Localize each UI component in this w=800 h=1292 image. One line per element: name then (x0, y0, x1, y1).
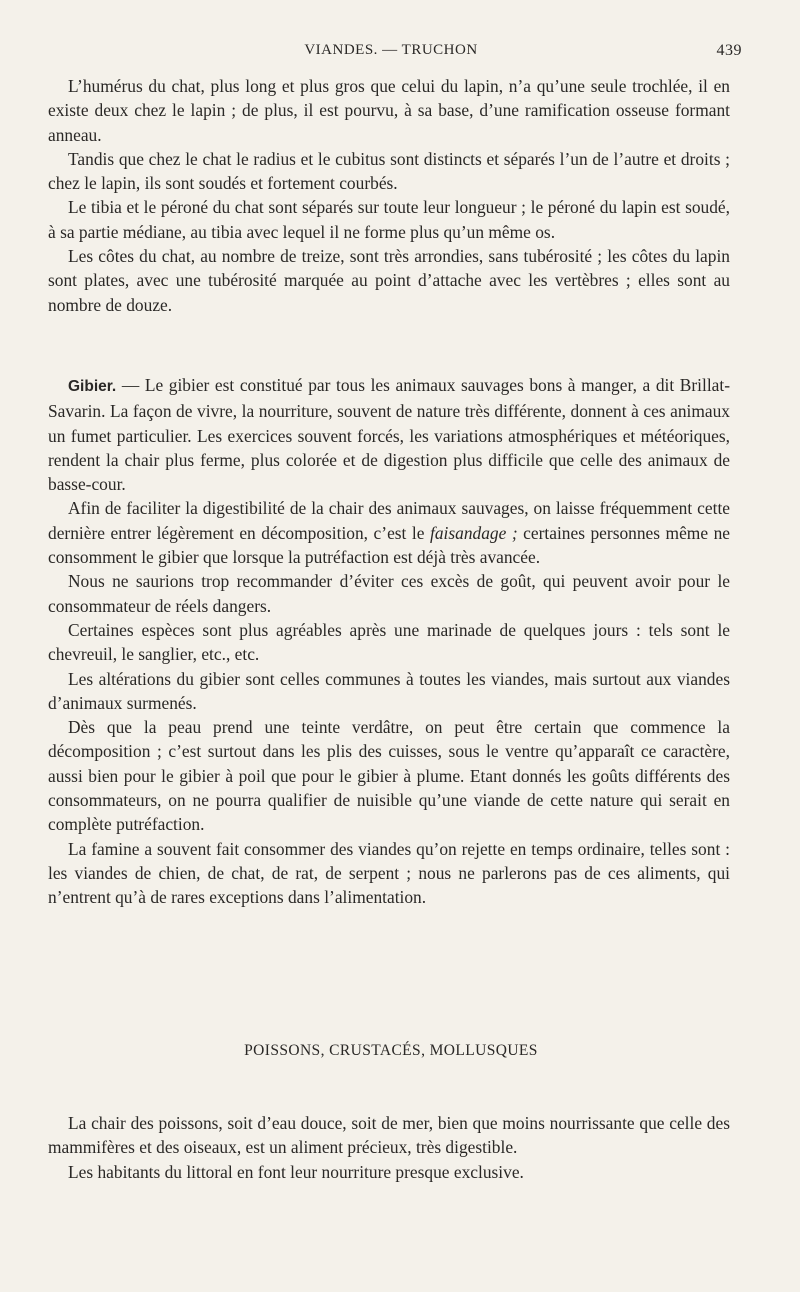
running-title: VIANDES. — TRUCHON (304, 42, 478, 58)
faisandage-text-after: certaines personnes même ne consomment le gibier que lorsque la putréfaction est déjà très avancée. (48, 522, 730, 568)
paragraph-littoral: Les habitants du littoral en font leur nourriture presque exclusive. (68, 1161, 524, 1182)
page-number: 439 (716, 42, 742, 59)
paragraph-tibia: Le tibia et le péroné du chat sont séparés sur toute leur longueur ; le péroné du lapin est soudé, à sa partie médiane, au tibia avec lequel il ne forme plus qu’un même os. (48, 197, 730, 242)
paragraph-alterations: Les altérations du gibier sont celles communes à toutes les viandes, mais surtout aux viandes d’animaux surmenés. (48, 668, 730, 713)
paragraph-gibier-intro (48, 373, 730, 496)
paragraph-famine: La famine a souvent fait consommer des viandes qu’on rejette en temps ordinaire, telles sont : les viandes de chien, de chat, de rat, de serpent ; nous ne parlerons pas de ces aliments, qui n’entrent qu’à de rares exceptions dans l’alimentation. (48, 838, 730, 908)
anatomy-comparison-block (48, 74, 730, 317)
section-heading-poissons: POISSONS, CRUSTACÉS, MOLLUSQUES (244, 1042, 538, 1059)
paragraph-radius: Tandis que chez le chat le radius et le cubitus sont distincts et séparés l’un de l’autre et droits ; chez le lapin, ils sont soudés et fortement courbés. (48, 148, 730, 194)
paragraph-faisandage (48, 496, 730, 569)
paragraph-ribs: Les côtes du chat, au nombre de treize, sont très arrondies, sans tubérosité ; les côtes du lapin sont plates, avec une tubérosité marquée au point d’attache avec les vertèbres ; elles sont au nombre de douze. (48, 246, 730, 315)
gibier-intro-text: — Le gibier est constitué par tous les animaux sauvages bons à manger, a dit Brillat-Savarin. La façon de vivre, la nourriture, souvent de nature très différente, donnent à ces animaux un fumet particulier. Les exercices souvent forcés, les variations atmosphériques et météoriques, rendent la chair plus ferme, plus colorée et de digestion plus difficile que celle des animaux de basse-cour. (48, 375, 730, 495)
faisandage-text-before: Afin de faciliter la digestibilité de la chair des animaux sauvages, on laisse fréquemment cette dernière entrer légèrement en décomposition, c’est le (48, 498, 730, 543)
paragraph-warning: Nous ne saurions trop recommander d’éviter ces excès de goût, qui peuvent avoir pour le consommateur de réels dangers. (48, 571, 730, 616)
paragraph-decomposition: Dès que la peau prend une teinte verdâtre, on peut être certain que commence la décomposition ; c’est surtout dans les plis des cuisses, sous le ventre qu’apparaît ce caractère, aussi bien pour le gibier à poil que pour le gibier à plume. Etant donnés les goûts différents des consommateurs, on ne pourra qualifier de nuisible qu’une viande de cette nature qui serait en complète putréfaction. (48, 717, 730, 835)
faisandage-term: faisandage ; (430, 522, 518, 543)
running-head (48, 38, 742, 62)
paragraph-marinade: Certaines espèces sont plus agréables après une marinade de quelques jours : tels sont le chevreuil, le sanglier, etc., etc. (48, 619, 730, 665)
gibier-section (48, 373, 730, 910)
paragraph-humerus: L’humérus du chat, plus long et plus gros que celui du lapin, n’a qu’une seule trochlée, il en existe deux chez le lapin ; de plus, il est pourvu, à sa base, d’une ramification osseuse formant anneau. (48, 76, 730, 145)
paragraph-poissons-chair: La chair des poissons, soit d’eau douce, soit de mer, bien que moins nourrissante que celle des mammifères et des oiseaux, est un aliment précieux, très digestible. (48, 1113, 730, 1158)
poissons-section (48, 1111, 730, 1184)
gibier-term: Gibier. (68, 378, 117, 395)
